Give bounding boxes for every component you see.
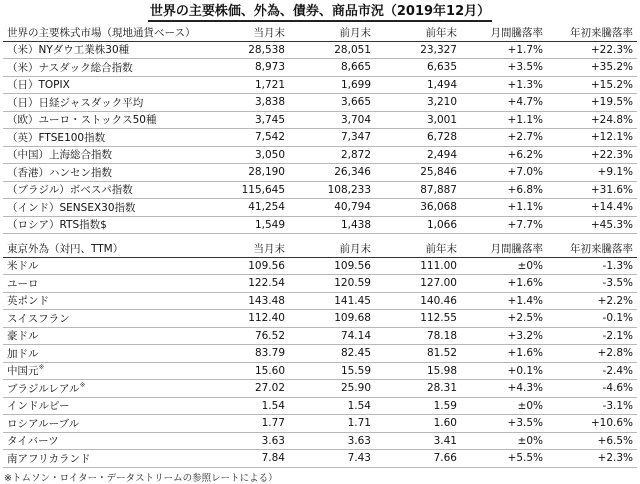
row-name	[3, 327, 203, 345]
previous-value: 15.59	[289, 362, 375, 380]
previous-value: 109.56	[289, 257, 375, 275]
monthly-change: ±0%	[461, 257, 547, 275]
previous-value: 1,438	[289, 216, 375, 234]
row-name-text: （欧）ユーロ・ストックス50種	[7, 114, 157, 127]
row-name-text: （香港）ハンセン指数	[7, 166, 112, 179]
current-value: 3.63	[203, 432, 289, 450]
fx-rate-row	[3, 310, 637, 328]
page-title-text: 世界の主要株価、外為、債券、商品市況（2019年12月）	[148, 4, 492, 22]
previous-value: 2,872	[289, 146, 375, 164]
current-value: 109.56	[203, 257, 289, 275]
fx-rate-row	[3, 432, 637, 450]
row-name	[3, 199, 203, 217]
current-value: 76.52	[203, 327, 289, 345]
stocks-body	[3, 41, 637, 234]
current-value: 41,254	[203, 199, 289, 217]
prev-year-value: 15.98	[375, 362, 461, 380]
row-name	[3, 181, 203, 199]
row-name	[3, 76, 203, 94]
monthly-change: +4.3%	[461, 380, 547, 398]
monthly-change: +6.2%	[461, 146, 547, 164]
prev-year-value: 140.46	[375, 292, 461, 310]
monthly-change: +6.8%	[461, 181, 547, 199]
monthly-change: +1.6%	[461, 345, 547, 363]
previous-value: 141.45	[289, 292, 375, 310]
row-name-text: （中国）上海総合指数	[7, 149, 112, 162]
row-name-text: （日）日経ジャスダック平均	[7, 96, 144, 109]
prev-year-value: 78.18	[375, 327, 461, 345]
row-name	[3, 450, 203, 468]
prev-year-value: 36,068	[375, 199, 461, 217]
ytd-change: +2.3%	[547, 450, 637, 468]
stock-index-row	[3, 111, 637, 129]
ytd-change: -3.5%	[547, 275, 637, 293]
previous-value: 1.54	[289, 397, 375, 415]
ytd-change: -2.1%	[547, 327, 637, 345]
previous-value: 28,051	[289, 41, 375, 59]
fx-rate-row	[3, 450, 637, 468]
row-name	[3, 94, 203, 112]
prev-year-value: 81.52	[375, 345, 461, 363]
monthly-change: +0.1%	[461, 362, 547, 380]
monthly-change: +5.5%	[461, 450, 547, 468]
row-name	[3, 432, 203, 450]
prev-year-value: 6,635	[375, 59, 461, 77]
stocks-header-name: 世界の主要株式市場（現地通貨ベース）	[3, 24, 203, 41]
market-table	[3, 24, 637, 468]
fx-rate-row	[3, 345, 637, 363]
ytd-change: +9.1%	[547, 164, 637, 182]
stocks-header-ytd-change: 年初来騰落率	[547, 24, 637, 41]
current-value: 3,050	[203, 146, 289, 164]
ytd-change: -3.1%	[547, 397, 637, 415]
ytd-change: +15.2%	[547, 76, 637, 94]
footnote: ※トムソン・ロイター・データストリームの参照レートによる）	[4, 472, 278, 484]
stock-index-row	[3, 181, 637, 199]
ytd-change: +10.6%	[547, 415, 637, 433]
current-value: 1.77	[203, 415, 289, 433]
row-name-text: インドルピー	[7, 400, 70, 413]
row-name	[3, 415, 203, 433]
row-name-text: （日）TOPIX	[7, 79, 70, 92]
row-name	[3, 41, 203, 59]
prev-year-value: 111.00	[375, 257, 461, 275]
ytd-change: +45.3%	[547, 216, 637, 234]
monthly-change: +1.1%	[461, 199, 547, 217]
previous-value: 25.90	[289, 380, 375, 398]
row-name-text: ロシアルーブル	[7, 417, 80, 430]
prev-year-value: 87,887	[375, 181, 461, 199]
row-name	[3, 275, 203, 293]
fx-rate-row	[3, 380, 637, 398]
prev-year-value: 2,494	[375, 146, 461, 164]
row-name	[3, 362, 203, 380]
fx-rate-row	[3, 257, 637, 275]
stocks-header-row	[3, 24, 637, 41]
stocks-header-previous: 前月末	[289, 24, 375, 41]
current-value: 1.54	[203, 397, 289, 415]
current-value: 143.48	[203, 292, 289, 310]
prev-year-value: 23,327	[375, 41, 461, 59]
row-name	[3, 164, 203, 182]
ytd-change: +19.5%	[547, 94, 637, 112]
row-name	[3, 310, 203, 328]
row-name-text: （ブラジル）ボベスパ指数	[7, 184, 133, 197]
current-value: 8,973	[203, 59, 289, 77]
current-value: 112.40	[203, 310, 289, 328]
monthly-change: +1.3%	[461, 76, 547, 94]
stock-index-row	[3, 59, 637, 77]
fx-rate-row	[3, 415, 637, 433]
prev-year-value: 1.60	[375, 415, 461, 433]
monthly-change: +1.7%	[461, 41, 547, 59]
stock-index-row	[3, 41, 637, 59]
current-value: 15.60	[203, 362, 289, 380]
fx-header-current: 当月末	[203, 240, 289, 257]
prev-year-value: 3,001	[375, 111, 461, 129]
prev-year-value: 127.00	[375, 275, 461, 293]
previous-value: 120.59	[289, 275, 375, 293]
row-name-text: （英）FTSE100指数	[7, 131, 106, 144]
reference-rate-mark: ※	[38, 363, 45, 372]
stocks-header-prev-year: 前年末	[375, 24, 461, 41]
stock-index-row	[3, 216, 637, 234]
prev-year-value: 3.41	[375, 432, 461, 450]
current-value: 1,721	[203, 76, 289, 94]
previous-value: 1,699	[289, 76, 375, 94]
fx-header-previous: 前月末	[289, 240, 375, 257]
current-value: 115,645	[203, 181, 289, 199]
monthly-change: +1.4%	[461, 292, 547, 310]
ytd-change: -1.3%	[547, 257, 637, 275]
fx-header-monthly-change: 月間騰落率	[461, 240, 547, 257]
stock-index-row	[3, 129, 637, 147]
row-name-text: タイバーツ	[7, 435, 59, 448]
prev-year-value: 1,066	[375, 216, 461, 234]
prev-year-value: 1,494	[375, 76, 461, 94]
row-name-text: 英ポンド	[7, 295, 49, 308]
previous-value: 74.14	[289, 327, 375, 345]
current-value: 28,538	[203, 41, 289, 59]
previous-value: 8,665	[289, 59, 375, 77]
row-name	[3, 146, 203, 164]
current-value: 122.54	[203, 275, 289, 293]
prev-year-value: 1.59	[375, 397, 461, 415]
current-value: 83.79	[203, 345, 289, 363]
row-name	[3, 216, 203, 234]
stocks-header-monthly-change: 月間騰落率	[461, 24, 547, 41]
previous-value: 1.71	[289, 415, 375, 433]
previous-value: 3,704	[289, 111, 375, 129]
row-name-text: 中国元	[7, 365, 39, 378]
stock-index-row	[3, 94, 637, 112]
fx-body	[3, 257, 637, 467]
ytd-change: +14.4%	[547, 199, 637, 217]
fx-header-row	[3, 240, 637, 257]
current-value: 27.02	[203, 380, 289, 398]
row-name	[3, 380, 203, 398]
stock-index-row	[3, 164, 637, 182]
monthly-change: +3.5%	[461, 415, 547, 433]
current-value: 7,542	[203, 129, 289, 147]
row-name	[3, 257, 203, 275]
ytd-change: +31.6%	[547, 181, 637, 199]
row-name	[3, 397, 203, 415]
row-name	[3, 292, 203, 310]
current-value: 3,838	[203, 94, 289, 112]
row-name-text: （米）ナスダック総合指数	[7, 61, 133, 74]
current-value: 1,549	[203, 216, 289, 234]
previous-value: 26,346	[289, 164, 375, 182]
fx-rate-row	[3, 397, 637, 415]
fx-header-prev-year: 前年末	[375, 240, 461, 257]
ytd-change: -0.1%	[547, 310, 637, 328]
stock-index-row	[3, 76, 637, 94]
previous-value: 40,794	[289, 199, 375, 217]
ytd-change: -2.4%	[547, 362, 637, 380]
row-name-text: 豪ドル	[7, 330, 39, 343]
monthly-change: +7.7%	[461, 216, 547, 234]
current-value: 28,190	[203, 164, 289, 182]
row-name-text: （ロシア）RTS指数$	[7, 219, 107, 232]
ytd-change: -4.6%	[547, 380, 637, 398]
prev-year-value: 28.31	[375, 380, 461, 398]
fx-rate-row	[3, 292, 637, 310]
row-name	[3, 345, 203, 363]
fx-rate-row	[3, 327, 637, 345]
row-name-text: 米ドル	[7, 260, 39, 273]
ytd-change: +2.2%	[547, 292, 637, 310]
row-name-text: スイスフラン	[7, 312, 70, 325]
ytd-change: +6.5%	[547, 432, 637, 450]
row-name	[3, 59, 203, 77]
previous-value: 7,347	[289, 129, 375, 147]
previous-value: 3,665	[289, 94, 375, 112]
fx-rate-row	[3, 275, 637, 293]
stock-index-row	[3, 199, 637, 217]
row-name-text: 加ドル	[7, 347, 39, 360]
fx-header-ytd-change: 年初来騰落率	[547, 240, 637, 257]
monthly-change: +3.5%	[461, 59, 547, 77]
monthly-change: +1.1%	[461, 111, 547, 129]
current-value: 3,745	[203, 111, 289, 129]
monthly-change: +2.5%	[461, 310, 547, 328]
previous-value: 108,233	[289, 181, 375, 199]
row-name	[3, 111, 203, 129]
monthly-change: +4.7%	[461, 94, 547, 112]
prev-year-value: 3,210	[375, 94, 461, 112]
row-name-text: （米）NYダウ工業株30種	[7, 44, 130, 57]
fx-header-name: 東京外為（対円、TTM）	[3, 240, 203, 257]
monthly-change: ±0%	[461, 397, 547, 415]
prev-year-value: 6,728	[375, 129, 461, 147]
prev-year-value: 25,846	[375, 164, 461, 182]
fx-rate-row	[3, 362, 637, 380]
ytd-change: +24.8%	[547, 111, 637, 129]
ytd-change: +35.2%	[547, 59, 637, 77]
monthly-change: +7.0%	[461, 164, 547, 182]
current-value: 7.84	[203, 450, 289, 468]
ytd-change: +22.3%	[547, 146, 637, 164]
prev-year-value: 112.55	[375, 310, 461, 328]
monthly-change: +1.6%	[461, 275, 547, 293]
prev-year-value: 7.66	[375, 450, 461, 468]
monthly-change: +3.2%	[461, 327, 547, 345]
monthly-change: +2.7%	[461, 129, 547, 147]
previous-value: 109.68	[289, 310, 375, 328]
monthly-change: ±0%	[461, 432, 547, 450]
stock-index-row	[3, 146, 637, 164]
previous-value: 82.45	[289, 345, 375, 363]
previous-value: 3.63	[289, 432, 375, 450]
ytd-change: +2.8%	[547, 345, 637, 363]
previous-value: 7.43	[289, 450, 375, 468]
row-name-text: 南アフリカランド	[7, 452, 91, 465]
reference-rate-mark: ※	[79, 380, 86, 389]
row-name-text: ブラジルレアル	[7, 382, 80, 395]
ytd-change: +12.1%	[547, 129, 637, 147]
row-name	[3, 129, 203, 147]
row-name-text: （インド）SENSEX30指数	[7, 201, 136, 214]
page-title	[0, 0, 640, 24]
row-name-text: ユーロ	[7, 277, 39, 290]
ytd-change: +22.3%	[547, 41, 637, 59]
stocks-header-current: 当月末	[203, 24, 289, 41]
